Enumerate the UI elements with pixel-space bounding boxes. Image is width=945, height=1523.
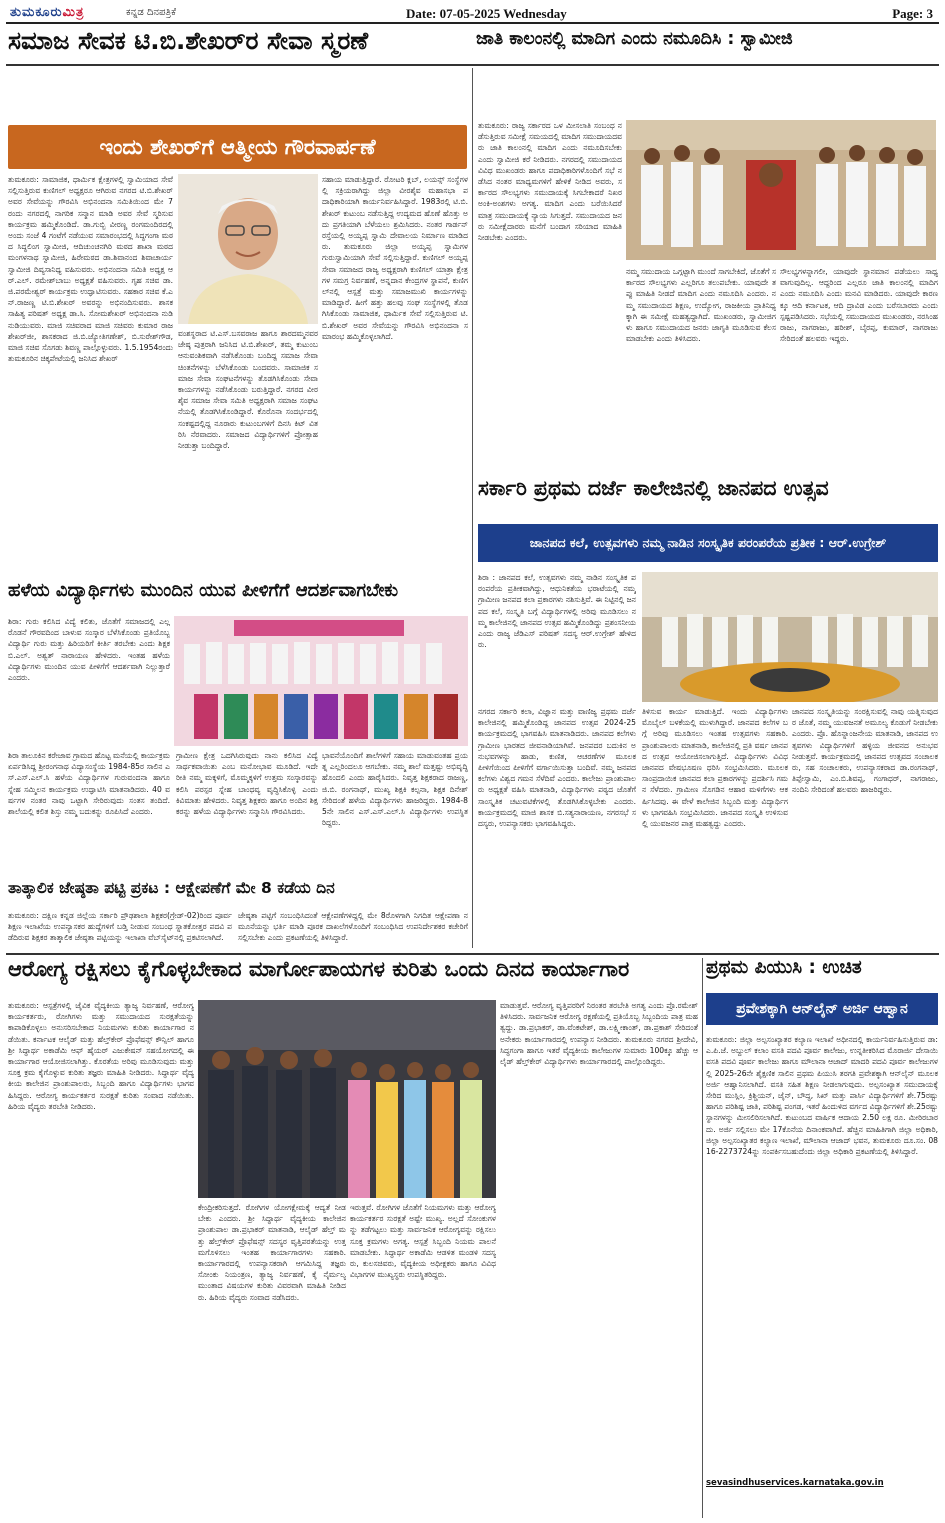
seniority-column-1: ತುಮಕೂರು: ದಕ್ಷಿಣ ಕನ್ನಡ ಜಿಲ್ಲೆಯ ಸರ್ಕಾರಿ ಪ್ರೌಢಶಾಲಾ ಶಿಕ್ಷಕರ(ಗ್ರೇಡ್-02)ರಿಂದ ಪೂರ್ವ ಶಿಕ್ಷಣ ಇಲಾಖೆಯ ಉಪನ್ಯಾಸಕರ ಹುದ್ದೆಗಳಿಗೆ ಬಡ್ತಿ ನೀಡುವ ಸಂಬಂಧ ಸ್ನಾತಕೋತ್ತರ ಪದವಿ ಪಡೆದಿರುವ ಶಿಕ್ಷಕರ ತಾತ್ಕಾಲಿಕ ಜೇಷ್ಠತಾ ಪಟ್ಟಿಯನ್ನು ಇಲಾಖಾ ವೆಬ್‌ಸೈಟ್‌ನಲ್ಲಿ ಪ್ರಕಟಿಸಲಾಗಿದೆ. [8,911,232,943]
folk-festival-headline: ಸರ್ಕಾರಿ ಪ್ರಥಮ ದರ್ಜೆ ಕಾಲೇಜಿನಲ್ಲಿ ಜಾನಪದ ಉತ್ಸವ [478,478,829,500]
header-rule [6,22,939,24]
alumni-column-3: ಭಾವನೆಯೊಂದಿಗೆ ಶಾಲೆಗಳಿಗೆ ಸಹಾಯ ಮಾಡುವಂತಹ ಪ್ರಯತ್ನ ಎಲ್ಲರಿಂದಲೂ ಆಗಬೇಕು. ನಮ್ಮ ಶಾಲೆ ಮತ್ತಷ್ಟು ಅಭಿವೃದ್ಧಿ ಹೊಂದಲಿ ಎಂದು ಹಾರೈಸಿದರು. ನಿವೃತ್ತ ಶಿಕ್ಷಕರಾದ ರಾಜಣ್ಣ, ಜಿ.ಬಿ. ರಂಗನಾಥ್, ಮುಖ್ಯ ಶಿಕ್ಷಕಿ ಕಲ್ಪನಾ, ಶಿಕ್ಷಕ ದಿನೇಶ್ ಸೇರಿದಂತೆ ಹಳೆಯ ವಿದ್ಯಾರ್ಥಿಗಳು ಹಾಜರಿದ್ದರು. 1984-85ನೇ ಸಾಲಿನ ಎಸ್.ಎಸ್.ಎಲ್.ಸಿ ವಿದ್ಯಾರ್ಥಿಗಳು ಉಪಸ್ಥಿತರಿದ್ದರು. [322,751,468,828]
madiga-column-3: ಸೌಲಭ್ಯಗಳನ್ನಾಗಲೀ, ಯಾವುದೇ ಸ್ಥಾನಮಾನ ಪಡೆಯಲು ಸಾಧ್ಯವಾಗುವುದಿಲ್ಲ. ಆದ್ದರಿಂದ ಎಲ್ಲರೂ ಜಾತಿ ಕಾಲಂನಲ್ಲಿ ಮಾದಿಗ ಎಂದು ನಮೂದಿಸಿ ಎಂದು ಮನವಿ ಮಾಡಿದರು. ಯಾವುದೇ ಕಾರಣಕ್ಕೂ ಆದಿ ಕರ್ನಾಟಕ, ಆದಿ ದ್ರಾವಿಡ ಎಂದು ಬರೆಸಬಾರದು ಎಂದು ಸ್ಪಷ್ಟಪಡಿಸಿದರು. ಸಭೆಯಲ್ಲಿ ಸಮುದಾಯದ ಮುಖಂಡರು, ನರಸಿಂಹರಾಜು, ನಾಗರಾಜು, ಹರೀಶ್, ಬೈರಪ್ಪ, ಕುಮಾರ್, ನಾಗರಾಜು ಸೇರಿದಂತೆ ಹಲವರು ಇದ್ದರು. [780,267,938,344]
logo-part2: ಮಿತ್ರ [62,5,85,20]
headline-madiga: ಜಾತಿ ಕಾಲಂನಲ್ಲಿ ಮಾದಿಗ ಎಂದು ನಮೂದಿಸಿ : ಸ್ವಾಮೀಜಿ [476,30,793,49]
seniority-headline: ತಾತ್ಕಾಲಿಕ ಜೇಷ್ಠತಾ ಪಟ್ಟಿ ಪ್ರಕಟ : ಆಕ್ಷೇಪಣೆಗೆ ಮೇ 8 ಕಡೆಯ ದಿನ [8,880,335,897]
newspaper-subtitle: ಕನ್ನಡ ದಿನಪತ್ರಿಕೆ [126,7,177,18]
folk-festival-banner: ಜಾನಪದ ಕಲೆ, ಉತ್ಸವಗಳು ನಮ್ಮ ನಾಡಿನ ಸಂಸ್ಕೃತಿಕ ಪರಂಪರೆಯ ಪ್ರತೀಕ : ಆರ್.ಉಗ್ರೇಶ್ [478,524,938,562]
bottom-column-divider [702,958,703,1518]
column-divider [472,68,473,948]
workshop-column-2: ಕೇಂದ್ರೀಕರಿಸುತ್ತದೆ. ರೋಗಿಗಳ ಯೋಗಕ್ಷೇಮಕ್ಕೆ ಆದ್ಯತೆ ನೀಡಬೇಕು ಎಂದರು. ಶ್ರೀ ಸಿದ್ಧಾರ್ಥ ವೈದ್ಯಕೀಯ ಕಾಲೇಜಿನ ಪ್ರಾಂಶುಪಾಲ ಡಾ.ಪ್ರಭಾಕರ್ ಮಾತನಾಡಿ, ಆಲೈಡ್ ಹೆಲ್ತ್ ಮತ್ತು ಹೆಲ್ತ್‌ಕೇರ್ ಪ್ರೊಫೆಷನ್ಸ್ ಸದಸ್ಯರ ವೃತ್ತಿಪರತೆಯನ್ನು ಉತ್ತಮಗೊಳಿಸಲು ಇಂತಹ ಕಾರ್ಯಾಗಾರಗಳು ಸಹಕಾರಿ. ಕಾರ್ಯಾಗಾರದಲ್ಲಿ ಉಪನ್ಯಾಸಕರಾಗಿ ಆಗಮಿಸಿದ್ದ ತಜ್ಞರು ಸೋಂಕು ನಿಯಂತ್ರಣ, ತ್ಯಾಜ್ಯ ನಿರ್ವಹಣೆ, ಕೈ ನೈರ್ಮಲ್ಯ ಮುಂತಾದ ವಿಷಯಗಳ ಕುರಿತು ವಿವರವಾಗಿ ಮಾಹಿತಿ ನೀಡಿದರು. ಹಿರಿಯ ವೈದ್ಯರು ಸಂವಾದ ನಡೆಸಿದರು. [198,1203,346,1302]
madiga-column-2: ನಮ್ಮ ಸಮುದಾಯ ಒಗ್ಗಟ್ಟಾಗಿ ಮುಂದೆ ಸಾಗಬೇಕಿದೆ, ಜೊತೆಗೆ ಸರ್ಕಾರದ ಸೌಲಭ್ಯಗಳು ಎಲ್ಲರಿಗೂ ತಲುಪಬೇಕು. ಯಾವುದೇ ತಪ್ಪು ಮಾಹಿತಿ ನೀಡದೆ ಮಾದಿಗ ಎಂದು ನಮೂದಿಸಿ ಎಂದರು. ನಮ್ಮ ಸಮುದಾಯದ ಶಿಕ್ಷಣ, ಉದ್ಯೋಗ, ರಾಜಕೀಯ ಪ್ರಾತಿನಿಧ್ಯಕ್ಕಾಗಿ ಈ ಸಮೀಕ್ಷೆ ಮಹತ್ವದ್ದಾಗಿದೆ. ಮುಖಂಡರು, ಸ್ವಾಮೀಜಿಗಳು ಹಾಗೂ ಸಮುದಾಯದ ಜನರು ಜಾಗೃತಿ ಮೂಡಿಸುವ ಕೆಲಸ ಮಾಡಬೇಕು ಎಂದು ತಿಳಿಸಿದರು. [626,267,776,344]
issue-date: Date: 07-05-2025 Wednesday [406,6,567,21]
alumni-column-2: ಗ್ರಾಮೀಣ ಕ್ಷೇತ್ರ ಒದಗಿಸಿರುವುದು ನಾನು ಕಲಿಸಿದ ವಿದ್ಯೆ ಸಾರ್ಥಕವಾಯಿತು ಎಂಬ ಮನೋಭಾವ ಮೂಡಿದೆ. ಇದೇ ರೀತಿ ನಮ್ಮ ಮಕ್ಕಳಿಗೆ, ಮೊಮ್ಮಕ್ಕಳಿಗೆ ಉತ್ತಮ ಸಂಸ್ಕಾರವನ್ನು ಕಲಿಸಿ ಪರಸ್ಪರ ಸ್ನೇಹ ಬಾಂಧವ್ಯ ವೃದ್ಧಿಸಿಕೊಳ್ಳಿ ಎಂದು ಕಿವಿಮಾತು ಹೇಳಿದರು. ನಿವೃತ್ತ ಶಿಕ್ಷಕರು ಹಾಗೂ ಅಂದಿನ ಶಿಕ್ಷಕರನ್ನು ಹಳೆಯ ವಿದ್ಯಾರ್ಥಿಗಳು ಸನ್ಮಾನಿಸಿ ಗೌರವಿಸಿದರು. [176,751,318,817]
folk-column-2: ತಿಳಿಸುವ ಕಾರ್ಯ ಮಾಡುತ್ತಿದೆ. ಇಂದು ವಿದ್ಯಾರ್ಥಿಗಳು ಮೊಬೈಲ್ ಬಳಕೆಯಲ್ಲಿ ಮುಳುಗಿದ್ದಾರೆ. ಜಾನಪದ ಕಲೆಗಳ ಬಗ್ಗೆ ಅರಿವು ಮೂಡಿಸಲು ಇಂತಹ ಉತ್ಸವಗಳು ಸಹಕಾರಿ. ಪ್ರಾಂಶುಪಾಲರು ಮಾತನಾಡಿ, ಕಾಲೇಜಿನಲ್ಲಿ ಪ್ರತಿ ವರ್ಷ ಜಾನಪದ ಉತ್ಸವ ಆಯೋಜಿಸಲಾಗುತ್ತಿದೆ. ವಿದ್ಯಾರ್ಥಿಗಳು ವಿವಿಧ ಜಾನಪದ ವೇಷಭೂಷಣ ಧರಿಸಿ ಸಂಭ್ರಮಿಸಿದರು. ಮೂಲಕ ಸಾಂಪ್ರದಾಯಿಕ ಜಾನಪದ ಕಲಾ ಪ್ರಕಾರಗಳನ್ನು ಪ್ರದರ್ಶಿಸಿ ಗಮನ ಸೆಳೆದರು. ಗ್ರಾಮೀಣ ಸೊಗಡಿನ ಆಹಾರ ಮಳಿಗೆಗಳು ಆಕರ್ಷಿಸಿದವು. ಈ ವೇಳೆ ಕಾಲೇಜಿನ ಸಿಬ್ಬಂದಿ ಮತ್ತು ವಿದ್ಯಾರ್ಥಿಗಳು ಭಾಗವಹಿಸಿ ಸಂಭ್ರಮಿಸಿದರು. ಜಾನಪದ ಸಂಸ್ಕೃತಿ ಉಳಿಸುವಲ್ಲಿ ಯುವಜನರ ಪಾತ್ರ ಮಹತ್ವದ್ದು ಎಂದರು. [642,707,788,829]
sekhar-banner: ಇಂದು ಶೇಖರ್‌ಗೆ ಆತ್ಮೀಯ ಗೌರವಾರ್ಪಣೆ [8,125,467,169]
puc-body: ತುಮಕೂರು: ಜಿಲ್ಲಾ ಅಲ್ಪಸಂಖ್ಯಾತರ ಕಲ್ಯಾಣ ಇಲಾಖೆ ಅಧೀನದಲ್ಲಿ ಕಾರ್ಯನಿರ್ವಹಿಸುತ್ತಿರುವ ಡಾ: ಎ.ಪಿ.ಜೆ. ಅಬ್ದುಲ್ ಕಲಾಂ ವಸತಿ ಪದವಿ ಪೂರ್ವ ಕಾಲೇಜು, ಉನ್ನತೀಕರಿಸಿದ ಮೊರಾರ್ಜಿ ದೇಸಾಯಿ ವಸತಿ ಪದವಿ ಪೂರ್ವ ಕಾಲೇಜು ಹಾಗೂ ಮೌಲಾನಾ ಆಜಾದ್ ಮಾದರಿ ಪದವಿ ಪೂರ್ವ ಕಾಲೇಜುಗಳಲ್ಲಿ 2025-26ನೇ ಶೈಕ್ಷಣಿಕ ಸಾಲಿನ ಪ್ರಥಮ ಪಿಯುಸಿ ತರಗತಿ ಪ್ರವೇಶಕ್ಕಾಗಿ ಆನ್‌ಲೈನ್ ಮೂಲಕ ಅರ್ಜಿ ಆಹ್ವಾನಿಸಲಾಗಿದೆ. ವಸತಿ ಸಹಿತ ಶಿಕ್ಷಣ ನೀಡಲಾಗುವುದು. ಅಲ್ಪಸಂಖ್ಯಾತ ಸಮುದಾಯಕ್ಕೆ ಸೇರಿದ ಮುಸ್ಲಿಂ, ಕ್ರಿಶ್ಚಿಯನ್, ಜೈನ್, ಬೌದ್ಧ, ಸಿಖ್ ಮತ್ತು ಪಾರ್ಸಿ ವಿದ್ಯಾರ್ಥಿಗಳಿಗೆ ಶೇ.75ರಷ್ಟು ಹಾಗೂ ಪರಿಶಿಷ್ಟ ಜಾತಿ, ಪರಿಶಿಷ್ಟ ಪಂಗಡ, ಇತರೆ ಹಿಂದುಳಿದ ವರ್ಗದ ವಿದ್ಯಾರ್ಥಿಗಳಿಗೆ ಶೇ.25ರಷ್ಟು ಸ್ಥಾನಗಳನ್ನು ಮೀಸಲಿರಿಸಲಾಗಿದೆ. ಕುಟುಂಬದ ವಾರ್ಷಿಕ ಆದಾಯ 2.50 ಲಕ್ಷ ರೂ. ಮೀರಿರಬಾರದು. ಅರ್ಜಿ ಸಲ್ಲಿಸಲು ಮೇ 17ಕೊನೆಯ ದಿನಾಂಕವಾಗಿದೆ. ಹೆಚ್ಚಿನ ಮಾಹಿತಿಗಾಗಿ ಜಿಲ್ಲಾ ಅಧಿಕಾರಿ, ಜಿಲ್ಲಾ ಅಲ್ಪಸಂಖ್ಯಾತರ ಕಲ್ಯಾಣ ಇಲಾಖೆ, ಮೌಲಾನಾ ಆಜಾದ್ ಭವನ, ತುಮಕೂರು ದೂ.ಸಂ. 0816-2273724ನ್ನು ಸಂಪರ್ಕಿಸಬಹುದೆಂದು ಜಿಲ್ಲಾ ಅಧಿಕಾರಿ ಪ್ರಕಟಣೆಯಲ್ಲಿ ತಿಳಿಸಿದ್ದಾರೆ. [706,1035,938,1157]
sekhar-column-2a: ವಂಶಸ್ಥರಾದ ಟಿ.ಎಸ್.ಬಸವರಾಜ ಹಾಗೂ ಶಾರದಮ್ಮನವರ ಜೇಷ್ಠ ಪುತ್ರರಾಗಿ ಜನಿಸಿದ ಟಿ.ಬಿ.ಶೇಖರ್, ತಮ್ಮ ಕುಟುಂಬ ಆನುವಂಶಿಕವಾಗಿ ನಡೆಸಿಕೊಂಡು ಬಂದಿದ್ದ ಸಮಾಜ ಸೇವಾ ಚಿಂತನೆಗಳನ್ನು ಬೆಳೆಸಿಕೊಂಡು ಬಂದವರು. ಸಾಮಾಜಿಕ ಸಮಾಜ ಸೇವಾ ಸಂಘಟನೆಗಳನ್ನು ತೊಡಗಿಸಿಕೊಂಡು ಸೇವಾ ಕಾರ್ಯಗಳನ್ನು ನಡೆಸಿಕೊಂಡು ಬರುತ್ತಿದ್ದಾರೆ. ನಗರದ ವೀರಶೈವ ಸಮಾಜ ಸೇವಾ ಸಮಿತಿ ಅಧ್ಯಕ್ಷರಾಗಿ ಸಮಾಜ ಸಂಘಟನೆಯಲ್ಲಿ ತೊಡಗಿಸಿಕೊಂಡಿದ್ದಾರೆ. ಕೊರೊನಾ ಸಂದರ್ಭದಲ್ಲಿ ಸಂಕಷ್ಟದಲ್ಲಿದ್ದ ನೂರಾರು ಕುಟುಂಬಗಳಿಗೆ ದಿನಸಿ ಕಿಟ್ ವಿತರಿಸಿ ನೆರವಾದರು. ಸಮಾಜದ ವಿದ್ಯಾರ್ಥಿಗಳಿಗೆ ಪ್ರೋತ್ಸಾಹ ನೀಡುತ್ತಾ ಬಂದಿದ್ದಾರೆ. [178,329,318,451]
workshop-group-photo [198,1000,496,1198]
folk-column-3: ಜಾನಪದ ಸಂಸ್ಕೃತಿಯನ್ನು ಸಂರಕ್ಷಿಸುವಲ್ಲಿ ನಾವು ಯತ್ನಿಸುವುದರ ಜೊತೆ, ನಮ್ಮ ಯುವಜನತೆ ಅಮೂಲ್ಯ ಕೊಡುಗೆ ನೀಡಬೇಕು ಎಂದರು. ಪ್ರೊ. ಹೊನ್ನಾಂಜನೇಯ ಮಾತನಾಡಿ, ಜಾನಪದ ಉತ್ಸವಗಳು ವಿದ್ಯಾರ್ಥಿಗಳಿಗೆ ಹಳ್ಳಿಯ ಜೀವನದ ಅನುಭವ ನೀಡುತ್ತವೆ. ಕಾರ್ಯಕ್ರಮದಲ್ಲಿ ಜಾನಪದ ಉತ್ಸವದ ಸಂಚಾಲಕರು, ಸಹ ಸಂಚಾಲಕರು, ಉಪನ್ಯಾಸಕರಾದ ಡಾ.ರಂಗನಾಥ್, ತಿಪ್ಪೇಸ್ವಾಮಿ, ಎಂ.ಬಿ.ಶಿವಪ್ಪ, ಗಂಗಾಧರ್, ನಾಗರಾಜು, ನಂದಿನಿ ಸೇರಿದಂತೆ ಹಲವರು ಹಾಜರಿದ್ದರು. [792,707,938,795]
sekhar-portrait-photo [178,174,318,324]
alumni-group-photo [174,616,468,746]
folk-festival-photo [642,572,938,702]
mid-divider [6,953,939,955]
puc-banner: ಪ್ರವೇಶಕ್ಕಾಗಿ ಆನ್‌ಲೈನ್ ಅರ್ಜಿ ಆಹ್ವಾನ [706,993,938,1025]
alumni-column-1b: ಶಿರಾ ತಾಲೂಕಿನ ಕರೇಜಾವ ಗ್ರಾಮದ ಹೊಟ್ಟ ಮನೆಯಲ್ಲಿ ಕಾರ್ಯಕ್ರಮ ಏರ್ಪಡಿಸಿದ್ದ ಶ್ರೀರಂಗನಾಥ ವಿದ್ಯಾಸಂಸ್ಥೆಯ 1984-85ರ ಸಾಲಿನ ಎಸ್.ಎಸ್.ಎಲ್.ಸಿ ಹಳೆಯ ವಿದ್ಯಾರ್ಥಿಗಳ ಗುರುವಂದನಾ ಹಾಗೂ ಸ್ನೇಹ ಸಮ್ಮಿಲನ ಕಾರ್ಯಕ್ರಮ ಉದ್ಘಾಟಿಸಿ ಮಾತನಾಡಿದರು. 40 ವರ್ಷಗಳ ನಂತರ ನಾವು ಒಟ್ಟಾಗಿ ಸೇರಿರುವುದು ಸಂತಸ ತಂದಿದೆ. ಶಾಲೆಯಲ್ಲಿ ಕಲಿತ ಶಿಸ್ತು ನಮ್ಮ ಬದುಕನ್ನು ರೂಪಿಸಿದೆ ಎಂದರು. [8,751,170,817]
alumni-headline: ಹಳೆಯ ವಿದ್ಯಾರ್ಥಿಗಳು ಮುಂದಿನ ಯುವ ಪೀಳಿಗೆಗೆ ಆದರ್ಶವಾಗಬೇಕು [8,582,399,601]
headline-sevaka: ಸಮಾಜ ಸೇವಕ ಟಿ.ಬಿ.ಶೇಖರ್‌ರ ಸೇವಾ ಸ್ಮರಣೆ [8,28,369,55]
swamiji-group-photo [626,120,936,260]
newspaper-logo [10,5,84,20]
puc-website-link[interactable]: sevasindhuservices.karnataka.gov.in [706,1478,884,1488]
workshop-column-1: ತುಮಕೂರು: ಆಸ್ಪತ್ರೆಗಳಲ್ಲಿ ಜೈವಿಕ ವೈದ್ಯಕೀಯ ತ್ಯಾಜ್ಯ ನಿರ್ವಹಣೆ, ಆರೋಗ್ಯ ಕಾರ್ಯಕರ್ತರು, ರೋಗಿಗಳು ಮತ್ತು ಸಮುದಾಯದ ಸುರಕ್ಷತೆಯನ್ನು ಕಾಪಾಡಿಕೊಳ್ಳಲು ಅನುಸರಿಸಬೇಕಾದ ನಿಯಮಗಳು ಕುರಿತು ಕಾರ್ಯಾಗಾರ ನಡೆಯಿತು. ಕರ್ನಾಟಕ ಆಲೈಡ್ ಮತ್ತು ಹೆಲ್ತ್‌ಕೇರ್ ಪ್ರೊಫೆಷನ್ಸ್ ಕೌನ್ಸಿಲ್ ಹಾಗೂ ಶ್ರೀ ಸಿದ್ಧಾರ್ಥ ಅಕಾಡೆಮಿ ಆಫ್ ಹೈಯರ್ ಎಜುಕೇಷನ್ ಸಹಯೋಗದಲ್ಲಿ ಈ ಕಾರ್ಯಾಗಾರ ಆಯೋಜಿಸಲಾಗಿತ್ತು. ಕೊರತೆಯ ಅರಿವು ಮೂಡಿಸುವುದು ಮತ್ತು ಸೂಕ್ತ ಕ್ರಮ ಕೈಗೊಳ್ಳುವ ಕುರಿತು ತಜ್ಞರು ಮಾಹಿತಿ ನೀಡಿದರು. ಸಿದ್ಧಾರ್ಥ ವೈದ್ಯಕೀಯ ಕಾಲೇಜಿನ ಪ್ರಾಂಶುಪಾಲರು, ಸಿಬ್ಬಂದಿ ಹಾಗೂ ವಿದ್ಯಾರ್ಥಿಗಳು ಭಾಗವಹಿಸಿದ್ದರು. ಆರೋಗ್ಯ ಕಾರ್ಯಕರ್ತರ ಸುರಕ್ಷತೆ ಕುರಿತು ಸಂವಾದ ನಡೆಯಿತು. ಹಿರಿಯ ವೈದ್ಯರು ತರಬೇತಿ ನೀಡಿದರು. [8,1001,194,1111]
workshop-column-3: ಇರುತ್ತವೆ. ರೋಗಿಗಳ ಜೊತೆಗೆ ನಿಯಮಗಳು ಮತ್ತು ಆರೋಗ್ಯ ಕಾರ್ಯಕರ್ತರ ಸುರಕ್ಷತೆ ಅಷ್ಟೇ ಮುಖ್ಯ. ಅಲ್ಲದೆ ಸೋಂಕುಗಳನ್ನು ತಡೆಗಟ್ಟಲು ಮತ್ತು ಸಾರ್ವಜನಿಕ ಆರೋಗ್ಯವನ್ನು ರಕ್ಷಿಸಲು ಸೂಕ್ತ ಕ್ರಮಗಳು ಅಗತ್ಯ. ಆಸ್ಪತ್ರೆ ಸಿಬ್ಬಂದಿ ನಿಯಮ ಪಾಲನೆ ಮಾಡಬೇಕು. ಸಿದ್ಧಾರ್ಥ ಅಕಾಡೆಮಿ ಆಡಳಿತ ಮಂಡಳಿ ಸದಸ್ಯರು, ಕುಲಸಚಿವರು, ವೈದ್ಯಕೀಯ ಅಧೀಕ್ಷಕರು ಹಾಗೂ ವಿವಿಧ ವಿಭಾಗಗಳ ಮುಖ್ಯಸ್ಥರು ಉಪಸ್ಥಿತರಿದ್ದರು. [350,1203,496,1280]
logo-part1: ತುಮಕೂರು [10,5,63,20]
seniority-column-2: ಜೇಷ್ಠತಾ ಪಟ್ಟಿಗೆ ಸಂಬಂಧಿಸಿದಂತೆ ಆಕ್ಷೇಪಣೆಗಳಿದ್ದಲ್ಲಿ ಮೇ 8ರೊಳಗಾಗಿ ನಿಗದಿತ ಆಕ್ಷೇಪಣಾ ನಮೂನೆಯನ್ನು ಭರ್ತಿ ಮಾಡಿ ಪೂರಕ ದಾಖಲೆಗಳೊಂದಿಗೆ ಸಂಬಂಧಿಸಿದ ಉಪನಿರ್ದೇಶಕರ ಕಚೇರಿಗೆ ಸಲ್ಲಿಸಬೇಕು ಎಂದು ಪ್ರಕಟಣೆಯಲ್ಲಿ ತಿಳಿಸಿದ್ದಾರೆ. [238,911,468,943]
puc-headline: ಪ್ರಥಮ ಪಿಯುಸಿ : ಉಚಿತ [706,958,862,978]
workshop-headline: ಆರೋಗ್ಯ ರಕ್ಷಿಸಲು ಕೈಗೊಳ್ಳಬೇಕಾದ ಮಾರ್ಗೋಪಾಯಗಳ ಕುರಿತು ಒಂದು ದಿನದ ಕಾರ್ಯಾಗಾರ [8,958,630,981]
folk-column-1b: ನಗರದ ಸರ್ಕಾರಿ ಕಲಾ, ವಿಜ್ಞಾನ ಮತ್ತು ವಾಣಿಜ್ಯ ಪ್ರಥಮ ದರ್ಜೆ ಕಾಲೇಜಿನಲ್ಲಿ ಹಮ್ಮಿಕೊಂಡಿದ್ದ ಜಾನಪದ ಉತ್ಸವ 2024-25 ಕಾರ್ಯಕ್ರಮದಲ್ಲಿ ಭಾಗವಹಿಸಿ ಮಾತನಾಡಿದರು. ಜಾನಪದ ಕಲೆಗಳು ಗ್ರಾಮೀಣ ಭಾರತದ ಜೀವನಾಡಿಯಾಗಿವೆ. ಜನಪದರ ಬದುಕಿನ ಅನುಭವಗಳನ್ನು ಹಾಡು, ಕುಣಿತ, ಆಚರಣೆಗಳ ಮೂಲಕ ಪೀಳಿಗೆಯಿಂದ ಪೀಳಿಗೆಗೆ ವರ್ಗಾಯಿಸುತ್ತಾ ಬಂದಿವೆ. ನಮ್ಮ ಜನಪದ ಕಲೆಗಳು ವಿಶ್ವದ ಗಮನ ಸೆಳೆದಿವೆ ಎಂದರು. ಕಾಲೇಜು ಪ್ರಾಂಶುಪಾಲರು ಅಧ್ಯಕ್ಷತೆ ವಹಿಸಿ ಮಾತನಾಡಿ, ವಿದ್ಯಾರ್ಥಿಗಳು ಪಠ್ಯದ ಜೊತೆಗೆ ಸಾಂಸ್ಕೃತಿಕ ಚಟುವಟಿಕೆಗಳಲ್ಲಿ ತೊಡಗಿಸಿಕೊಳ್ಳಬೇಕು ಎಂದರು. ಕಾರ್ಯಕ್ರಮದಲ್ಲಿ ಮಾಜಿ ಶಾಸಕ ಬಿ.ಸತ್ಯನಾರಾಯಣ, ನಗರಸಭೆ ಸದಸ್ಯರು, ಉಪನ್ಯಾಸಕರು ಭಾಗವಹಿಸಿದ್ದರು. [478,707,636,829]
top-divider [6,64,939,66]
alumni-column-1a: ಶಿರಾ: ಗುರು ಕಲಿಸಿದ ವಿದ್ಯೆ ಕಲಿತು, ಜೊತೆಗೆ ಸಮಾಜದಲ್ಲಿ ಎಲ್ಲರೊಡನೆ ಗೌರವದಿಂದ ಬಾಳುವ ಸಂಸ್ಕಾರ ಬೆಳೆಸಿಕೊಂಡು ಪ್ರತಿಯೊಬ್ಬ ವಿದ್ಯಾರ್ಥಿ ಗುರು ಮತ್ತು ಹಿರಿಯರಿಗೆ ಕೀರ್ತಿ ತರಬೇಕು ಎಂದು ಶಿಕ್ಷಕ ಬಿ.ಎಲ್. ಅಶ್ವತ್ ನಾರಾಯಣ ಹೇಳಿದರು. ಇಂತಹ ಹಳೆಯ ವಿದ್ಯಾರ್ಥಿಗಳು ಮುಂದಿನ ಯುವ ಪೀಳಿಗೆಗೆ ಆದರ್ಶವಾಗಿ ನಿಲ್ಲುತ್ತಾರೆ ಎಂದರು. [8,617,170,683]
folk-column-1a: ಶಿರಾ : ಜಾನಪದ ಕಲೆ, ಉತ್ಸವಗಳು ನಮ್ಮ ನಾಡಿನ ಸಂಸ್ಕೃತಿಕ ಪರಂಪರೆಯ ಪ್ರತೀಕವಾಗಿದ್ದು, ಆಧುನಿಕತೆಯ ಭರಾಟೆಯಲ್ಲಿ ನಮ್ಮ ಗ್ರಾಮೀಣ ಜನಪದ ಕಲಾ ಪ್ರಕಾರಗಳು ನಶಿಸುತ್ತಿವೆ. ಈ ನಿಟ್ಟಿನಲ್ಲಿ ಜನಪದ ಕಲೆ, ಸಂಸ್ಕೃತಿ ಬಗ್ಗೆ ವಿದ್ಯಾರ್ಥಿಗಳಲ್ಲಿ ಅರಿವು ಮೂಡಿಸಲು ನಮ್ಮ ಕಾಲೇಜಿನಲ್ಲಿ ಜಾನಪದ ಉತ್ಸವ ಹಮ್ಮಿಕೊಂಡಿದ್ದು ಪ್ರಶಂಸನೀಯ ಎಂದು ರಾಜ್ಯ ಜೆಡಿಎಸ್ ಪರಿಷತ್ ಸದಸ್ಯ ಆರ್.ಉಗ್ರೇಶ್ ಹೇಳಿದರು. [478,573,636,650]
sekhar-column-1: ತುಮಕೂರು: ಸಾಮಾಜಿಕ, ಧಾರ್ಮಿಕ ಕ್ಷೇತ್ರಗಳಲ್ಲಿ ಸ್ವಾಮಿಯಾದ ಸೇವೆ ಸಲ್ಲಿಸುತ್ತಿರುವ ಕುಣಿಗಲ್ ಅಧ್ಯಕ್ಷರೂ ಆಗಿರುವ ನಗರದ ಟಿ.ಬಿ.ಶೇಖರ್ ಅವರ ಸೇವೆಯನ್ನು ಗೌರವಿಸಿ ಅಭಿನಂದನಾ ಸಮಿತಿಯಿಂದ ಮೇ 7ರಂದು ನಗರದಲ್ಲಿ ನಾಗರಿಕ ಸನ್ಮಾನ ಮಾಡಿ ಅವರ ಸೇವೆ ಸ್ಮರಿಸುವ ಕಾರ್ಯಕ್ರಮ ಹಮ್ಮಿಕೊಂಡಿದೆ. ಡಾ.ಗುಬ್ಬಿ ವೀರಣ್ಣ ರಂಗಮಂದಿರದಲ್ಲಿ ಅಂದು ಸಂಜೆ 4 ಗಂಟೆಗೆ ನಡೆಯುವ ಸಮಾರಂಭದಲ್ಲಿ ಸಿದ್ಧಗಂಗಾ ಮಠದ ಸಿದ್ಧಲಿಂಗ ಸ್ವಾಮೀಜಿ, ಆದಿಚುಂಚನಗಿರಿ ಮಠದ ಶಾಖಾ ಮಠದ ಮಂಗಳನಾಥ ಸ್ವಾಮೀಜಿ, ಹಿರೇಮಠದ ಡಾ.ಶಿವಾನಂದ ಶಿವಾಚಾರ್ಯ ಸ್ವಾಮೀಜಿ ದಿವ್ಯಸಾನಿಧ್ಯ ವಹಿಸುವರು. ಅಭಿನಂದನಾ ಸಮಿತಿ ಅಧ್ಯಕ್ಷ ಆರ್.ಎಲ್. ರಮೇಶ್‌ಬಾಬು ಅಧ್ಯಕ್ಷತೆ ವಹಿಸುವರು. ಗೃಹ ಸಚಿವ ಡಾ.ಜಿ.ಪರಮೇಶ್ವರ್ ಕಾರ್ಯಕ್ರಮ ಉದ್ಘಾಟಿಸುವರು. ಸಹಕಾರ ಸಚಿವ ಕೆ.ಎನ್.ರಾಜಣ್ಣ ಟಿ.ಬಿ.ಶೇಖರ್ ಅವರನ್ನು ಅಭಿನಂದಿಸುವರು. ಶಾಸಕ ಸಾಹಿತ್ಯ ಪರಿಷತ್ ಅಧ್ಯಕ್ಷ ಡಾ.ಸಿ. ಸೋಮಶೇಖರ್ ಅಭಿನಂದನಾ ನುಡಿ ನುಡಿಯುವರು. ಮಾಜಿ ಸಚಿವರಾದ ಮಾಜಿ ಸಚಿವರು ಕುಮಾರ ರಾಜಶೇಖರ್‌ಜೀ, ಶಾಸಕರಾದ ಜಿ.ಬಿ.ಜ್ಯೋತಿಗಣೇಶ್, ಬಿ.ಸುರೇಶ್‌ಗೌಡ, ಮಾಜಿ ಸಚಿವ ಸೊಗಡು ಶಿವಣ್ಣ ಪಾಲ್ಗೊಳ್ಳುವರು. 1.5.1954ರಂದು ತುಮಕೂರಿನ ಚಿಕ್ಕಪೇಟೆಯಲ್ಲಿ ಜನಿಸಿದ ಶೇಖರ್ [8,175,173,364]
masthead [6,2,939,24]
page-number: Page: 3 [892,6,933,21]
workshop-column-4: ಮಾಡುತ್ತವೆ. ಆರೋಗ್ಯ ವೃತ್ತಿಪರರಿಗೆ ನಿರಂತರ ತರಬೇತಿ ಅಗತ್ಯ ಎಂದು ಪ್ರೊ.ರಮೇಶ್ ತಿಳಿಸಿದರು. ಸಾರ್ವಜನಿಕ ಆರೋಗ್ಯ ರಕ್ಷಣೆಯಲ್ಲಿ ಪ್ರತಿಯೊಬ್ಬ ಸಿಬ್ಬಂದಿಯ ಪಾತ್ರ ಮಹತ್ವದ್ದು. ಡಾ.ಪ್ರಭಾಕರ್, ಡಾ.ವೆಂಕಟೇಶ್, ಡಾ.ಲಕ್ಷ್ಮೀಕಾಂತ್, ಡಾ.ಪ್ರಕಾಶ್ ಸೇರಿದಂತೆ ಅನೇಕರು ಕಾರ್ಯಾಗಾರದಲ್ಲಿ ಉಪನ್ಯಾಸ ನೀಡಿದರು. ತುಮಕೂರು ನಗರದ ಶ್ರೀದೇವಿ, ಸಿದ್ಧಗಂಗಾ ಹಾಗೂ ಇತರೆ ವೈದ್ಯಕೀಯ ಕಾಲೇಜುಗಳ ಸುಮಾರು 100ಕ್ಕೂ ಹೆಚ್ಚು ಆಲೈಡ್ ಹೆಲ್ತ್‌ಕೇರ್ ವಿದ್ಯಾರ್ಥಿಗಳು ಕಾರ್ಯಾಗಾರದಲ್ಲಿ ಪಾಲ್ಗೊಂಡಿದ್ದರು. [500,1001,698,1067]
sekhar-column-2b: ಸಹಾಯ ಮಾಡುತ್ತಿದ್ದಾರೆ. ರೋಟರಿ ಕ್ಲಬ್, ಲಯನ್ಸ್ ಸಂಸ್ಥೆಗಳಲ್ಲಿ ಸಕ್ರಿಯರಾಗಿದ್ದು ಜಿಲ್ಲಾ ವೀರಶೈವ ಮಹಾಸಭಾ ಪದಾಧಿಕಾರಿಯಾಗಿ ಕಾರ್ಯನಿರ್ವಹಿಸಿದ್ದಾರೆ. 1983ರಲ್ಲಿ ಟಿ.ಬಿ.ಶೇಖರ್ ಕುಟುಂಬ ನಡೆಸುತ್ತಿದ್ದ ಉದ್ಯಮದ ಹೊಣೆ ಹೊತ್ತು ಅದು ಪ್ರಗತಿಯಾಗಿ ಬೆಳೆಯಲು ಶ್ರಮಿಸಿದರು. ನಂತರ ಗಾರ್ಡನ್ ರಸ್ತೆಯಲ್ಲಿ ಅಯ್ಯಪ್ಪ ಸ್ವಾಮಿ ದೇವಾಲಯ ನಿರ್ಮಾಣ ಮಾಡಿದರು. ತುಮಕೂರು ಜಿಲ್ಲಾ ಅಯ್ಯಪ್ಪ ಸ್ವಾಮಿಗಳ ಗುರುಸ್ವಾಮಿಯಾಗಿ ಸೇವೆ ಸಲ್ಲಿಸುತ್ತಿದ್ದಾರೆ. ಕುಣಿಗಲ್ ಅಯ್ಯಪ್ಪ ಸೇವಾ ಸಮಾಜದ ರಾಜ್ಯ ಅಧ್ಯಕ್ಷರಾಗಿ ಕುಣಿಗಲ್ ಯಾತ್ರಾ ಕ್ಷೇತ್ರಗಳ ಸಮಗ್ರ ನಿರ್ವಹಣೆ, ಅನ್ನದಾನ ಕೇಂದ್ರಗಳ ಸ್ಥಾಪನೆ, ಕುಣಿಗಲ್‌ನಲ್ಲಿ ಆಸ್ಪತ್ರೆ ಮತ್ತು ಸಮಾಜಮುಖಿ ಕಾರ್ಯಗಳನ್ನು ಮಾಡಿದ್ದಾರೆ. ಹೀಗೆ ಹತ್ತು ಹಲವು ಸಂಘ ಸಂಸ್ಥೆಗಳಲ್ಲಿ ತೊಡಗಿಸಿಕೊಂಡು ಸಾಮಾಜಿಕ, ಧಾರ್ಮಿಕ ಸೇವೆ ಸಲ್ಲಿಸುತ್ತಿರುವ ಟಿ.ಬಿ.ಶೇಖರ್ ಅವರ ಸೇವೆಯನ್ನು ಗೌರವಿಸಿ ಅಭಿನಂದನಾ ಸಮಾರಂಭ ಹಮ್ಮಿಕೊಳ್ಳಲಾಗಿದೆ. [322,175,468,341]
madiga-column-1: ತುಮಕೂರು: ರಾಜ್ಯ ಸರ್ಕಾರದ ಒಳ ಮೀಸಲಾತಿ ಸಂಬಂಧ ನಡೆಸುತ್ತಿರುವ ಸಮೀಕ್ಷೆ ಸಮಯದಲ್ಲಿ ಮಾದಿಗ ಸಮುದಾಯದವರು ಜಾತಿ ಕಾಲಂನಲ್ಲಿ ಮಾದಿಗ ಎಂದು ನಮೂದಿಸಬೇಕು ಎಂದು ಸ್ವಾಮೀಜಿ ಕರೆ ನೀಡಿದರು. ನಗರದಲ್ಲಿ ಸಮುದಾಯದ ವಿವಿಧ ಮುಖಂಡರು ಹಾಗೂ ಪದಾಧಿಕಾರಿಗಳೊಂದಿಗೆ ಸಭೆ ನಡೆಸಿದ ನಂತರ ಮಾಧ್ಯಮಗಳಿಗೆ ಹೇಳಿಕೆ ನೀಡಿದ ಅವರು, ಸರ್ಕಾರದ ಸೌಲಭ್ಯಗಳು ಸಮುದಾಯಕ್ಕೆ ಸಿಗಬೇಕಾದರೆ ನಿಖರ ಅಂಕಿ-ಅಂಶಗಳು ಅಗತ್ಯ. ಮಾದಿಗ ಎಂದು ಬರೆಯಿಸಿದರೆ ಮಾತ್ರ ಸಮುದಾಯಕ್ಕೆ ನ್ಯಾಯ ಸಿಗುತ್ತದೆ. ಸಮುದಾಯದ ಜನರು ಸಮೀಕ್ಷೆದಾರರು ಮನೆಗೆ ಬಂದಾಗ ಸರಿಯಾದ ಮಾಹಿತಿ ನೀಡಬೇಕು ಎಂದರು. [478,121,622,243]
